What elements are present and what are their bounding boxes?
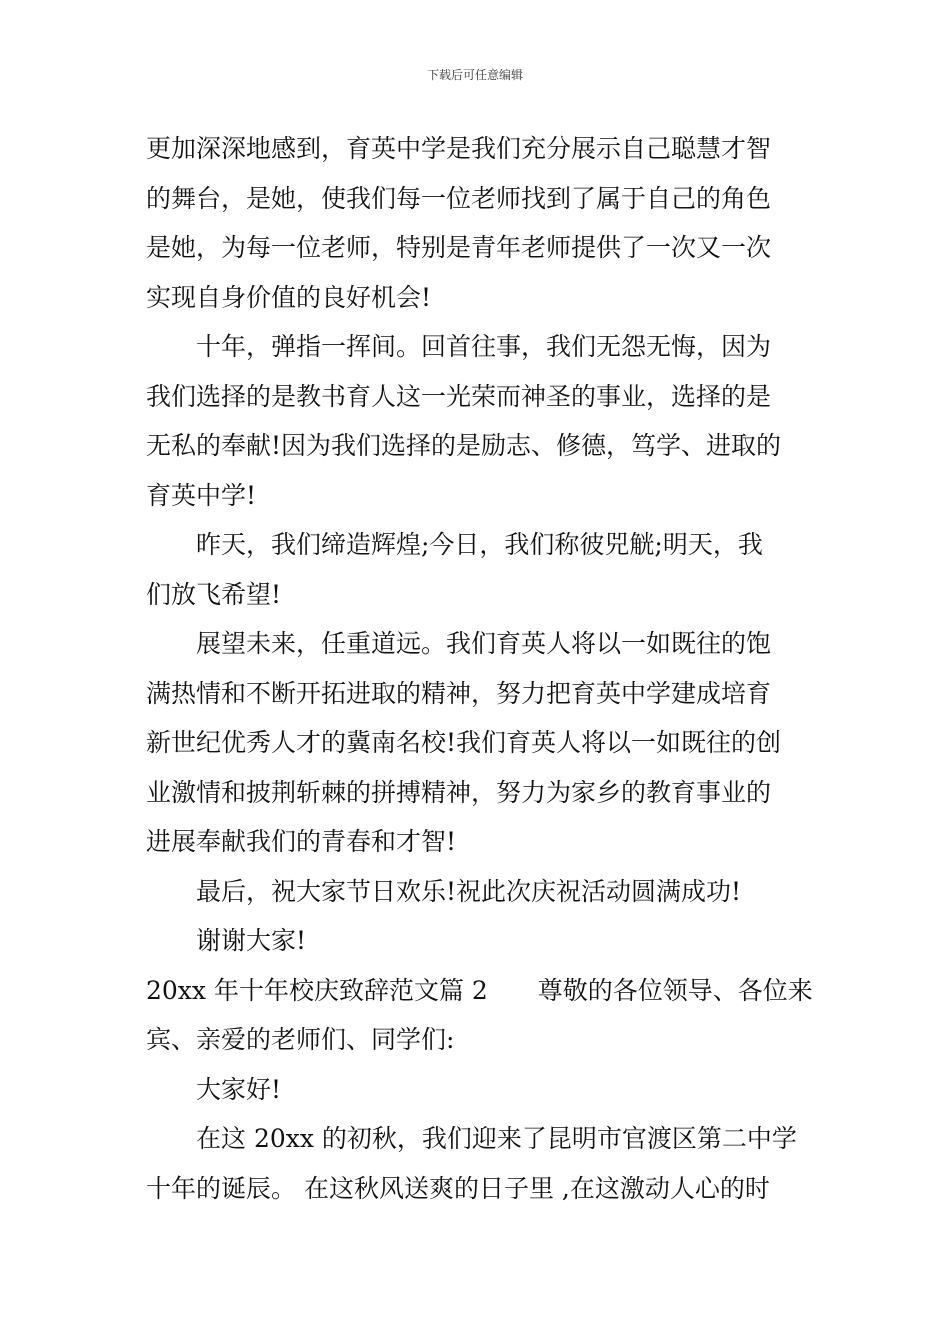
text-line: 宾、亲爱的老师们、同学们: [146, 1025, 455, 1054]
text-line: 新世纪优秀人才的冀南名校!我们育英人将以一如既往的创 [146, 728, 782, 757]
text-line: 业激情和披荆斩棘的拼搏精神，努力为家乡的教育事业的 [146, 777, 772, 807]
page-header: 下载后可任意编辑 [426, 68, 523, 82]
text-line: 无私的奉献!因为我们选择的是励志、修德，笃学、进取的 [146, 431, 782, 460]
text-line: 20xx 年十年校庆致辞范文篇 2 尊敬的各位领导、各位来 [146, 975, 813, 1005]
text-line: 最后，祝大家节日欢乐!祝此次庆祝活动圆满成功! [196, 876, 742, 906]
text-line: 们放飞希望! [146, 579, 282, 609]
text-line: 的舞台，是她，使我们每一位老师找到了属于自己的角色 [146, 183, 772, 213]
text-line: 育英中学! [146, 480, 257, 510]
text-line: 我们选择的是教书育人这一光荣而神圣的事业，选择的是 [146, 381, 772, 411]
text-line: 十年，弹指一挥间。回首往事，我们无怨无悔，因为 [196, 332, 772, 361]
text-line: 更加深深地感到，育英中学是我们充分展示自己聪慧才智 [146, 134, 772, 163]
text-line: 进展奉献我们的青春和才智! [146, 827, 457, 856]
text-line: 谢谢大家! [196, 926, 307, 955]
text-line: 在这 20xx 的初秋，我们迎来了昆明市官渡区第二中学 [196, 1124, 797, 1153]
document-body [146, 124, 813, 1213]
text-line: 是她，为每一位老师，特别是青年老师提供了一次又一次 [146, 233, 772, 262]
text-line: 十年的诞辰。 在这秋风送爽的日子里 ,在这激动人心的时 [146, 1173, 770, 1203]
text-line: 大家好! [196, 1074, 282, 1104]
text-line: 实现自身价值的良好机会! [146, 282, 432, 312]
text-line: 展望未来，任重道远。我们育英人将以一如既往的饱 [196, 629, 772, 658]
text-line: 满热情和不断开拓进取的精神，努力把育英中学建成培育 [146, 678, 772, 708]
text-line: 昨天，我们缔造辉煌;今日，我们称彼兕觥;明天，我 [196, 530, 763, 559]
